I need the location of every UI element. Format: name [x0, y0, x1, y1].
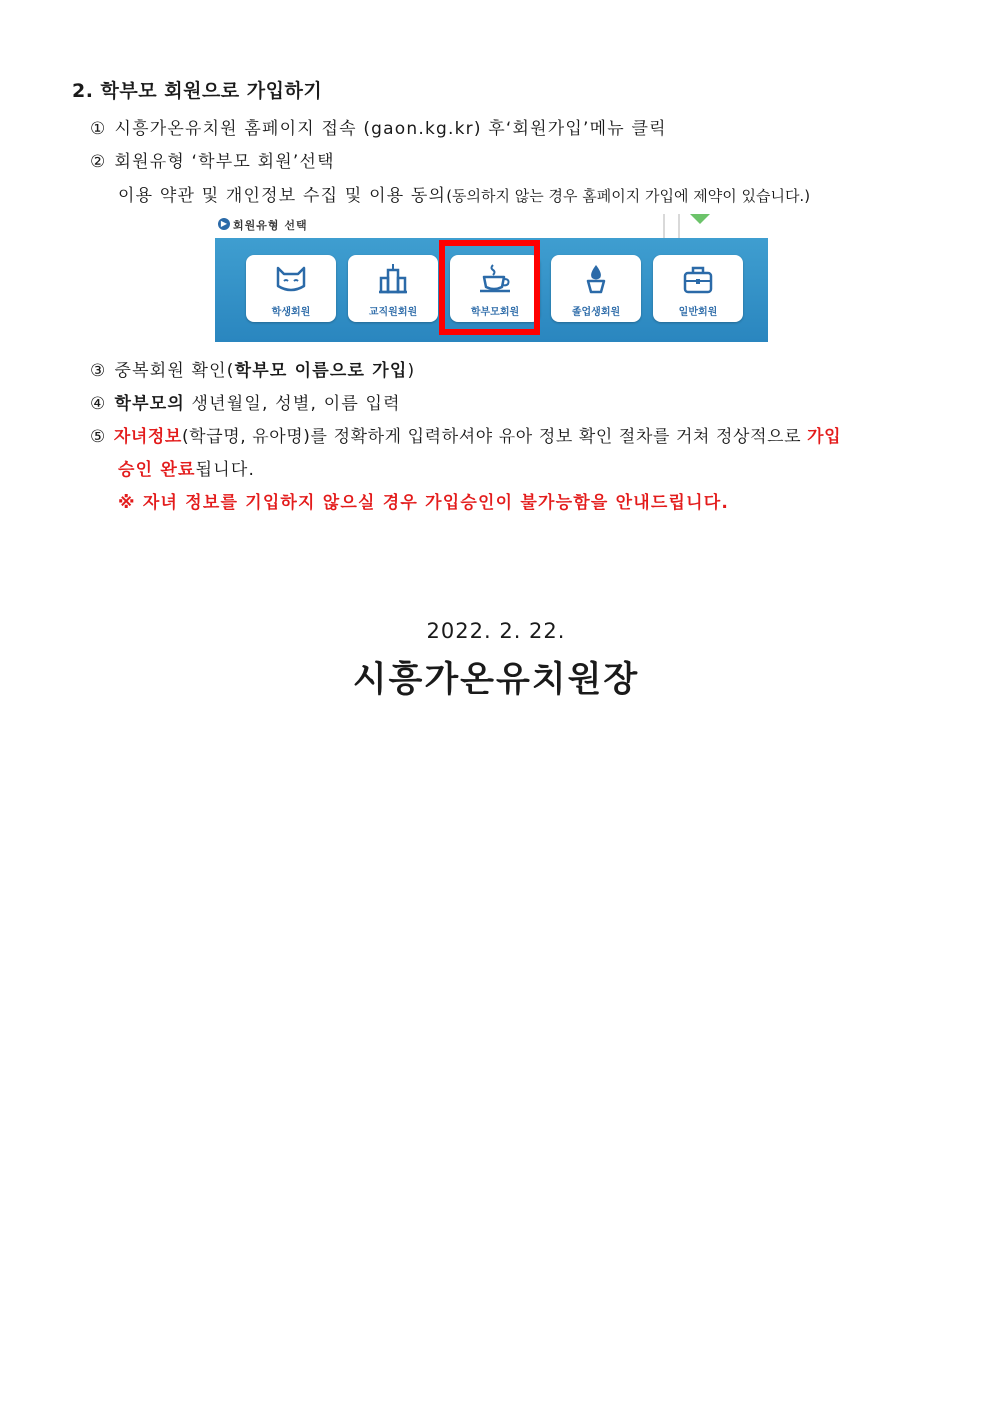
step-text: 회원유형 ‘학부모 회원’선택 — [114, 152, 335, 172]
building-icon — [375, 264, 411, 294]
signature-line: 시흥가온유치원장 — [352, 660, 640, 700]
card-general[interactable] — [653, 255, 743, 322]
step-text-bold: 학부모 이름으로 가입 — [234, 361, 408, 381]
card-faculty[interactable] — [348, 255, 438, 322]
step-text-bold: 학부모의 — [114, 394, 185, 414]
selection-highlight-box — [439, 240, 540, 335]
step-4 — [90, 389, 401, 414]
step-text: ) — [407, 361, 416, 381]
step-2 — [90, 147, 335, 172]
document-date: 2022. 2. 22. — [426, 619, 566, 643]
step-number: ① — [90, 119, 107, 139]
step-5-continued — [118, 455, 255, 480]
step-number: ⑤ — [90, 427, 106, 447]
step-text-red: 자녀정보 — [113, 427, 182, 447]
step-3 — [90, 356, 415, 381]
briefcase-icon — [680, 264, 716, 294]
card-label: 일반회원 — [678, 307, 718, 318]
step-number: ④ — [90, 394, 107, 414]
divider — [663, 214, 665, 238]
step-1 — [90, 114, 667, 139]
cat-face-icon — [273, 264, 309, 294]
arrow-bullet-icon: ▶ — [218, 218, 230, 230]
card-label: 학생회원 — [271, 307, 311, 318]
card-label: 학부모회원 — [470, 307, 520, 318]
member-type-screenshot — [215, 214, 768, 342]
torch-icon — [578, 264, 614, 294]
card-label: 졸업생회원 — [571, 307, 621, 318]
step-2-sub — [118, 181, 810, 206]
consent-note: (동의하지 않는 경우 홈페이지 가입에 제약이 있습니다.) — [446, 187, 811, 205]
consent-text: 이용 약관 및 개인정보 수집 및 이용 동의 — [118, 186, 447, 206]
card-label: 교직원회원 — [368, 307, 418, 318]
notice-text: ※ 자녀 정보를 기입하지 않으실 경우 가입승인이 불가능함을 안내드립니다. — [118, 493, 729, 513]
step-text: 됩니다. — [195, 460, 256, 480]
step-text: 중복회원 확인( — [114, 361, 235, 381]
step-text: 생년월일, 성별, 이름 입력 — [184, 394, 401, 414]
card-student[interactable] — [246, 255, 336, 322]
section-heading: 2. 학부모 회원으로 가입하기 — [72, 80, 323, 102]
step-number: ② — [90, 152, 107, 172]
step-text-red: 승인 완료 — [118, 460, 196, 480]
step-text-red: 가입 — [807, 427, 842, 447]
card-alumni[interactable] — [551, 255, 641, 322]
step-5 — [90, 422, 841, 447]
step-text: 시흥가온유치원 홈페이지 접속 (gaon.kg.kr) 후‘회원가입’메뉴 클릭 — [114, 119, 667, 139]
step-number: ③ — [90, 361, 107, 381]
step-text: (학급명, 유아명)를 정확하게 입력하셔야 유아 정보 확인 절차를 거쳐 정상적으로 — [181, 427, 808, 447]
divider — [678, 214, 680, 238]
screenshot-title: 회원유형 선택 — [233, 219, 308, 232]
leaf-decoration — [690, 214, 710, 224]
screenshot-header — [215, 214, 768, 238]
